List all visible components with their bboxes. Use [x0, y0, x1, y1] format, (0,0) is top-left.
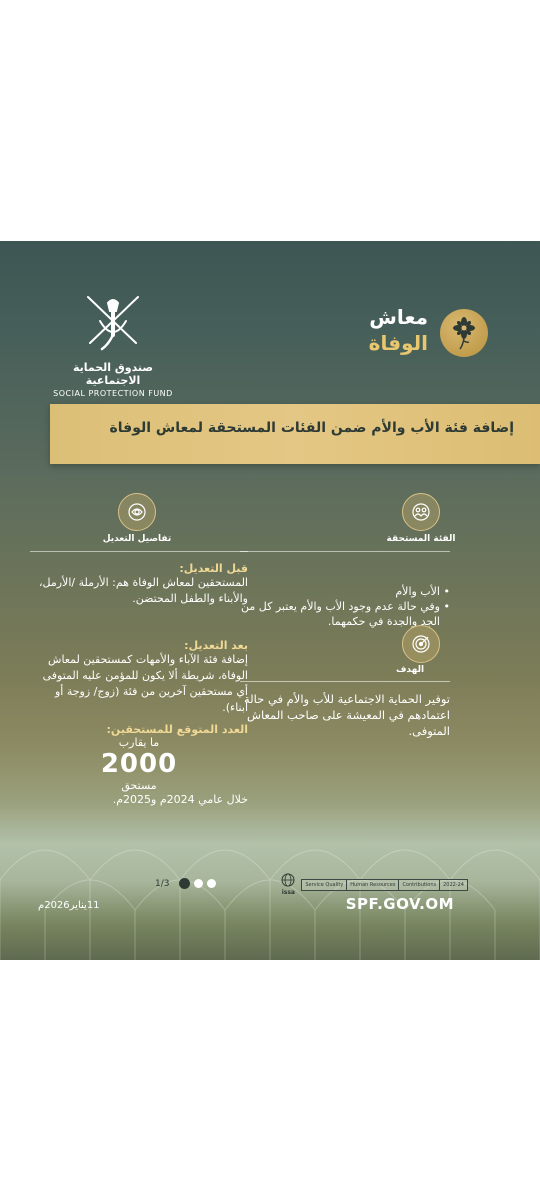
publish-date: 11يناير2026م: [38, 900, 100, 911]
amendment-details-icon: [127, 502, 147, 522]
issa-certification: [281, 873, 468, 896]
issa-cell: Service Quality: [302, 880, 347, 890]
expected-number: 2000: [100, 749, 178, 779]
goal-text: توفير الحماية الاجتماعية للأب والأم في حالة اعتمادهم في المعيشة على صاحب المعاش المتوفى.: [244, 692, 450, 738]
social-protection-poster: [0, 241, 540, 960]
headline-text: إضافة فئة الأب والأم ضمن الفئات المستحقة لمعاش الوفاة: [109, 420, 514, 436]
spf-logo: [48, 291, 178, 398]
after-text: إضافة فئة الآباء والأمهات كمستحقين لمعاش الوفاة، شريطة ألا يكون للمؤمن عليه المتوفى أي مستحقين آخرين من فئة (زوج/ زوجة أو أبناء).: [42, 653, 248, 714]
approx-label: ما يقارب: [118, 736, 160, 749]
before-text: المستحقين لمعاش الوفاة هم: الأرملة /الأرمل، والأبناء والطفل المحتضن.: [38, 576, 248, 605]
page-dot[interactable]: [207, 879, 216, 888]
headline-banner: [50, 404, 540, 464]
people-target-icon: [411, 502, 431, 522]
period-text: خلال عامي 2024م و2025م.: [112, 793, 248, 806]
before-amendment-section: [30, 562, 248, 607]
website-link[interactable]: SPF.GOV.OM: [345, 895, 454, 913]
page-title: [369, 305, 428, 355]
divider: [240, 551, 450, 552]
flower-icon: [440, 309, 488, 357]
eligible-heading: الفئة المستحقة: [386, 534, 456, 544]
divider: [30, 551, 248, 552]
eligible-list: [234, 584, 450, 629]
eligible-icon-badge: [402, 493, 440, 531]
expected-heading: العدد المتوقع للمستحقين:: [106, 723, 248, 736]
pager-count: 1/3: [155, 878, 170, 889]
amendment-heading: تفاصيل التعديل: [102, 534, 172, 544]
page-dot[interactable]: [194, 879, 203, 888]
issa-logo: [281, 873, 295, 896]
amendment-icon-badge: [118, 493, 156, 531]
list-item: • وفي حالة عدم وجود الأب والأم يعتبر كل من الجد والجدة في حكمهما.: [234, 599, 450, 629]
divider: [240, 681, 450, 682]
after-heading: بعد التعديل:: [184, 639, 248, 652]
expected-count-section: [30, 723, 248, 808]
logo-name-english: SOCIAL PROTECTION FUND: [53, 389, 173, 398]
pagination: [155, 878, 216, 889]
issa-globe-icon: [281, 873, 295, 887]
before-heading: قبل التعديل:: [179, 562, 248, 575]
flower-badge: [440, 309, 488, 357]
goal-icon-badge: [402, 625, 440, 663]
goal-heading: الهدف: [395, 665, 425, 675]
logo-name-arabic: صندوق الحماية الاجتماعية: [72, 361, 154, 387]
list-item: • الأب والأم: [234, 584, 450, 599]
title-line-2: الوفاة: [368, 331, 428, 355]
unit-label: مستحق: [121, 779, 157, 792]
title-line-1: معاش: [369, 305, 428, 329]
oman-khanjar-emblem-icon: [78, 291, 148, 357]
issa-badge: [301, 879, 468, 891]
issa-cell: 2022-24: [443, 881, 464, 888]
issa-label: issa: [281, 889, 295, 896]
page-dot-active[interactable]: [179, 878, 190, 889]
after-amendment-section: [30, 639, 248, 716]
target-icon: [411, 634, 431, 654]
issa-cell: Human Resources: [347, 880, 399, 890]
issa-cell: Contributions: [399, 880, 440, 890]
